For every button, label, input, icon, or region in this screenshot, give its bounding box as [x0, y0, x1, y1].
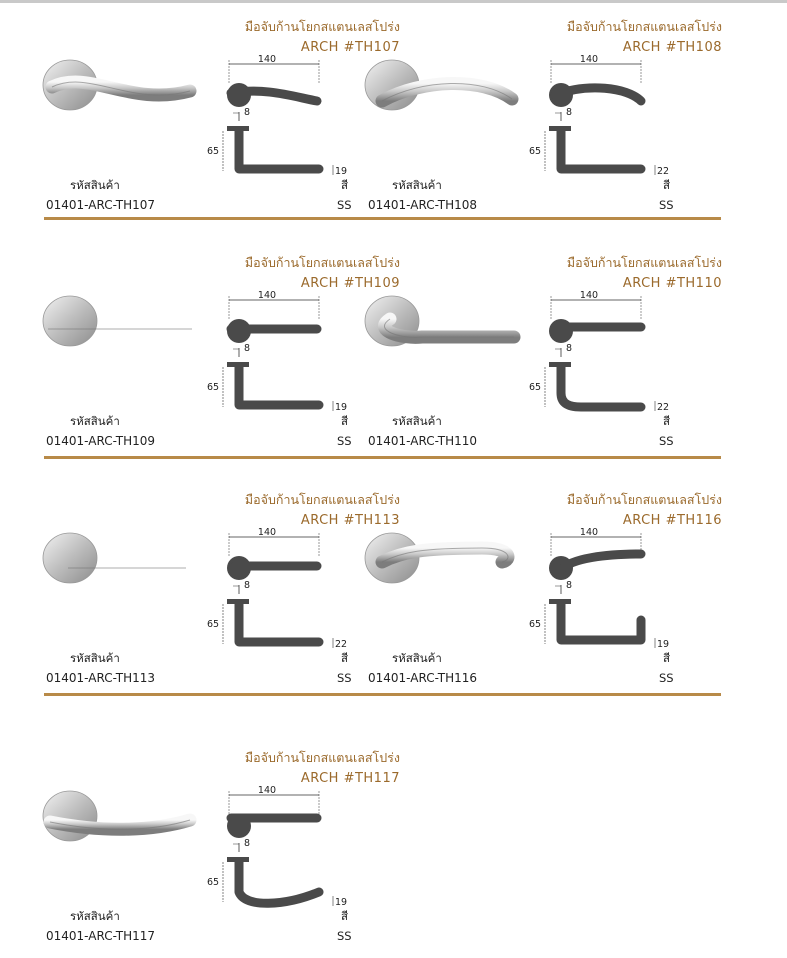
- product-title: มือจับก้านโยกสแตนเลสโปร่ง: [244, 492, 400, 507]
- product-card-2: [362, 17, 722, 227]
- lever-handle-photo: [362, 522, 522, 592]
- section-divider: [44, 456, 721, 459]
- dim-thickness-label: 8: [244, 343, 251, 354]
- product-code: 01401-ARC-TH113: [46, 671, 156, 685]
- dim-grip-label: 19: [335, 897, 348, 908]
- dim-projection-label: 65: [207, 619, 220, 630]
- product-color: SS: [337, 434, 352, 448]
- product-color: SS: [337, 671, 352, 685]
- dim-thickness-label: 8: [244, 838, 251, 849]
- lever-handle-photo: [362, 285, 522, 355]
- product-code: 01401-ARC-TH117: [46, 929, 156, 943]
- product-color-label: สี: [341, 178, 349, 192]
- lever-handle-photo: [40, 522, 200, 592]
- section-divider: [44, 217, 721, 220]
- product-title: มือจับก้านโยกสแตนเลสโปร่ง: [244, 255, 400, 270]
- product-color-label: สี: [663, 414, 671, 428]
- product-code: 01401-ARC-TH110: [368, 434, 478, 448]
- product-card-3: [40, 253, 400, 463]
- product-title: มือจับก้านโยกสแตนเลสโปร่ง: [566, 19, 722, 34]
- product-color: SS: [337, 929, 352, 943]
- product-color: SS: [337, 198, 352, 212]
- lever-handle-photo: [362, 49, 522, 119]
- product-model: ARCH #TH110: [622, 276, 722, 291]
- product-card-7: [40, 748, 400, 958]
- dimension-drawing: [207, 785, 355, 916]
- product-color: SS: [659, 198, 674, 212]
- lever-handle-photo: [40, 49, 200, 119]
- product-model: ARCH #TH107: [300, 40, 400, 55]
- product-code: 01401-ARC-TH108: [368, 198, 478, 212]
- product-title: มือจับก้านโยกสแตนเลสโปร่ง: [566, 255, 722, 270]
- product-color-label: สี: [341, 651, 349, 665]
- dim-width-label: 140: [579, 54, 599, 65]
- product-model: ARCH #TH109: [300, 276, 400, 291]
- product-code-label: รหัสสินค้า: [392, 651, 442, 665]
- product-code-label: รหัสสินค้า: [70, 178, 120, 192]
- dim-grip-label: 19: [335, 166, 348, 177]
- product-card-1: [40, 17, 400, 227]
- dim-projection-label: 65: [529, 146, 542, 157]
- dim-width-label: 140: [579, 290, 599, 301]
- product-code-label: รหัสสินค้า: [70, 651, 120, 665]
- dim-projection-label: 65: [207, 877, 220, 888]
- product-code: 01401-ARC-TH116: [368, 671, 478, 685]
- product-code-label: รหัสสินค้า: [392, 178, 442, 192]
- dimension-drawing: [529, 527, 677, 658]
- dim-projection-label: 65: [529, 619, 542, 630]
- dim-grip-label: 19: [657, 639, 670, 650]
- dim-thickness-label: 8: [244, 580, 251, 591]
- dim-width-label: 140: [257, 785, 277, 796]
- product-color-label: สี: [663, 651, 671, 665]
- top-border: [0, 0, 787, 3]
- dim-thickness-label: 8: [244, 107, 251, 118]
- dimension-drawing: [529, 54, 677, 185]
- product-code-label: รหัสสินค้า: [392, 414, 442, 428]
- product-model: ARCH #TH117: [300, 771, 400, 786]
- product-title: มือจับก้านโยกสแตนเลสโปร่ง: [244, 750, 400, 765]
- product-model: ARCH #TH116: [622, 513, 722, 528]
- dim-thickness-label: 8: [566, 343, 573, 354]
- dimension-drawing: [207, 527, 355, 658]
- product-color-label: สี: [663, 178, 671, 192]
- dim-thickness-label: 8: [566, 107, 573, 118]
- dimension-drawing: [207, 54, 355, 185]
- section-divider: [44, 693, 721, 696]
- dim-projection-label: 65: [529, 382, 542, 393]
- dim-width-label: 140: [257, 54, 277, 65]
- product-color-label: สี: [341, 414, 349, 428]
- dim-width-label: 140: [257, 290, 277, 301]
- dimension-drawing: [207, 290, 355, 421]
- dim-thickness-label: 8: [566, 580, 573, 591]
- dim-grip-label: 19: [335, 402, 348, 413]
- dim-projection-label: 65: [207, 382, 220, 393]
- product-model: ARCH #TH113: [300, 513, 400, 528]
- product-card-4: [362, 253, 722, 463]
- product-card-5: [40, 490, 400, 700]
- product-title: มือจับก้านโยกสแตนเลสโปร่ง: [566, 492, 722, 507]
- dim-width-label: 140: [579, 527, 599, 538]
- product-title: มือจับก้านโยกสแตนเลสโปร่ง: [244, 19, 400, 34]
- product-color: SS: [659, 671, 674, 685]
- dim-grip-label: 22: [335, 639, 348, 650]
- product-color-label: สี: [341, 909, 349, 923]
- product-code: 01401-ARC-TH109: [46, 434, 156, 448]
- lever-handle-photo: [40, 285, 200, 355]
- dim-width-label: 140: [257, 527, 277, 538]
- dim-grip-label: 22: [657, 402, 670, 413]
- product-color: SS: [659, 434, 674, 448]
- product-code-label: รหัสสินค้า: [70, 909, 120, 923]
- dim-grip-label: 22: [657, 166, 670, 177]
- lever-handle-photo: [40, 780, 200, 850]
- product-model: ARCH #TH108: [622, 40, 722, 55]
- product-card-6: [362, 490, 722, 700]
- product-code: 01401-ARC-TH107: [46, 198, 156, 212]
- product-code-label: รหัสสินค้า: [70, 414, 120, 428]
- dimension-drawing: [529, 290, 677, 421]
- dim-projection-label: 65: [207, 146, 220, 157]
